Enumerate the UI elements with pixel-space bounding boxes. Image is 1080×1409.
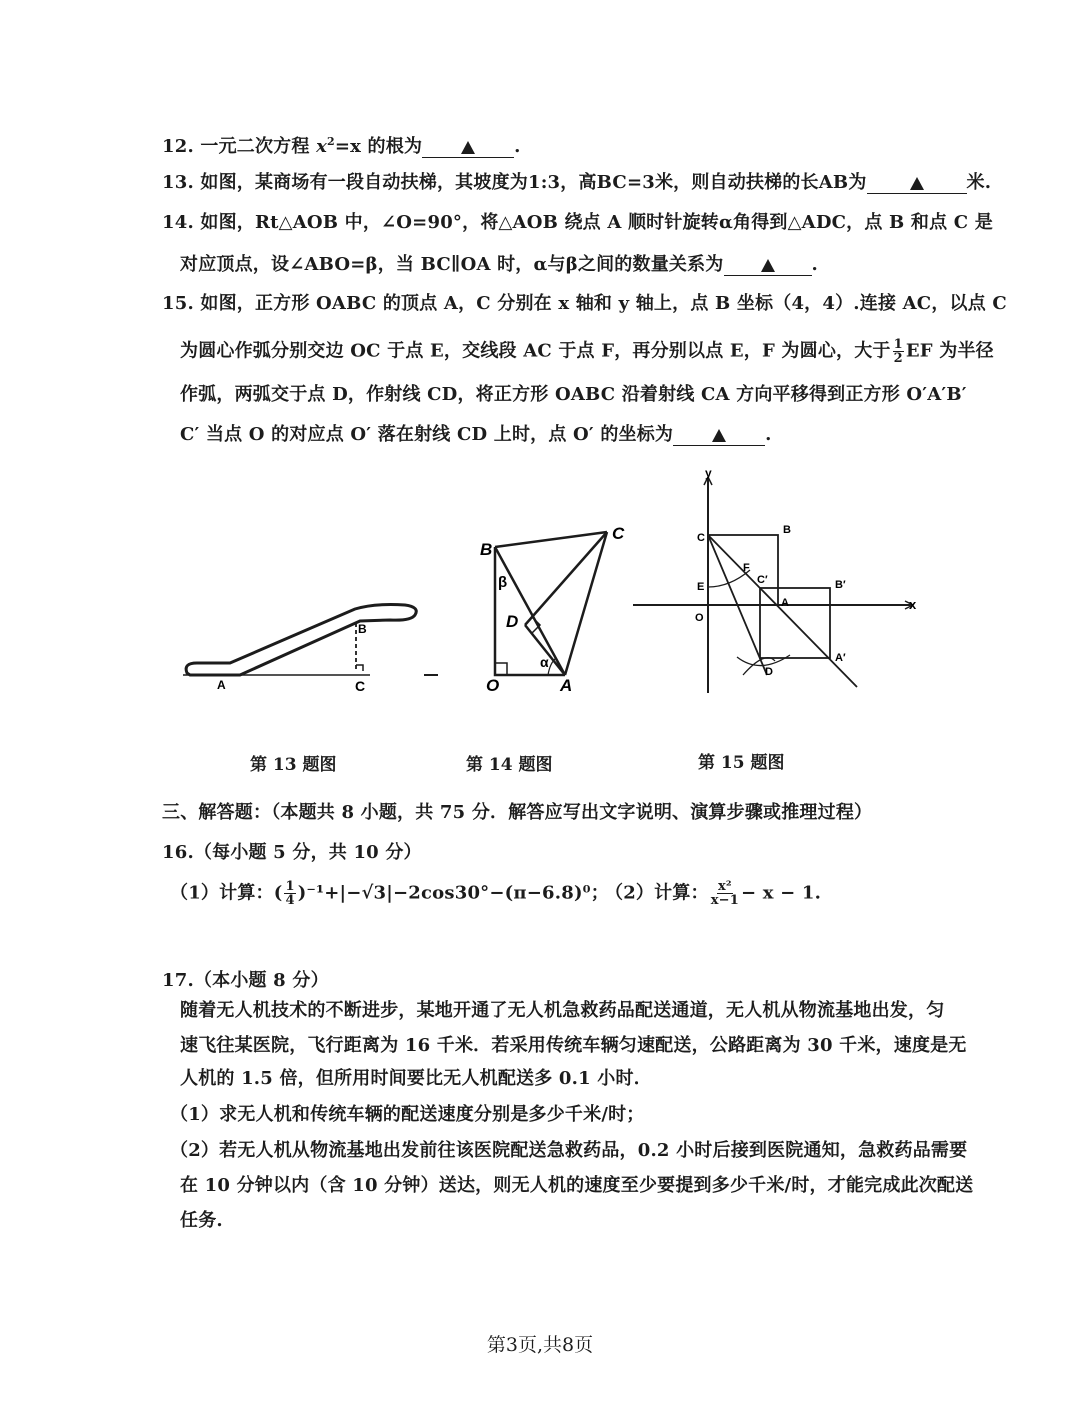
section-3-heading: 三、解答题：（本题共 8 小题，共 75 分．解答应写出文字说明、演算步骤或推理过程） <box>162 802 873 823</box>
label-B-prime: B′ <box>835 579 846 591</box>
label-beta: β <box>498 574 508 591</box>
triangle-mark-icon <box>712 429 726 442</box>
question-14-line1: 14. 如图，Rt△AOB 中，∠O=90°，将△AOB 绕点 A 顺时针旋转α角得到△ADC，点 B 和点 C 是 <box>162 212 993 233</box>
question-17-title: 17.（本小题 8 分） <box>162 970 329 991</box>
question-15-line3: 作弧，两弧交于点 D，作射线 CD，将正方形 OABC 沿着射线 CA 方向平移得到正方形 O′A′B′ <box>180 384 967 405</box>
question-12: 12. 一元二次方程 $x^2=x$ 的根为 . <box>162 135 521 157</box>
label-A: A <box>781 597 789 609</box>
question-16-title: 16.（每小题 5 分，共 10 分） <box>162 842 422 863</box>
answer-blank <box>724 255 812 276</box>
label-B: B <box>783 524 791 536</box>
segment-bc <box>495 532 607 547</box>
label-E: E <box>697 581 705 593</box>
question-17-sub2b: 在 10 分钟以内（含 10 分钟）送达，则无人机的速度至少要提到多少千米/时，才能完成此次配送 <box>180 1175 974 1196</box>
question-14-line2: 对应顶点，设∠ABO=β，当 BC∥OA 时，α与β之间的数量关系为 . <box>180 254 818 275</box>
label-C-prime: C′ <box>757 574 768 586</box>
question-17-para1: 随着无人机技术的不断进步，某地开通了无人机急救药品配送通道，无人机从物流基地出发，匀 <box>180 1000 945 1021</box>
label-O: O <box>695 612 704 624</box>
triangle-mark-icon <box>761 259 775 272</box>
fraction: $\frac{\text{x²}}{x-1}$ <box>710 879 740 908</box>
figure-13-escalator <box>175 595 435 705</box>
right-angle-o <box>495 663 507 675</box>
label-D: D <box>765 666 773 678</box>
label-y: y <box>705 466 712 480</box>
question-15-line1: 15. 如图，正方形 OABC 的顶点 A，C 分别在 x 轴和 y 轴上，点 B 坐标（4，4）.连接 AC，以点 C <box>162 293 1007 314</box>
label-A: A <box>560 676 573 695</box>
label-O: O <box>486 676 500 695</box>
segment-ca <box>565 532 607 675</box>
question-17-sub1: （1）求无人机和传统车辆的配送速度分别是多少千米/时； <box>170 1104 645 1125</box>
label-A: A <box>217 678 226 692</box>
caption-fig15: 第 15 题图 <box>698 753 785 773</box>
label-A-prime: A′ <box>835 652 846 664</box>
figure-15-coordinate <box>625 465 925 700</box>
fraction: $\frac{1}{2}$ <box>893 337 903 366</box>
question-16-part1: （1）计算：( $\frac{1}{4}$ )⁻¹+|−√3|−2cos30°−(π−6.8)⁰； <box>170 879 609 908</box>
label-B: B <box>480 540 493 559</box>
segment-ab <box>495 547 565 675</box>
label-B: B <box>358 622 367 636</box>
question-16-part2: （2）计算： $\frac{\text{x²}}{x-1}$ − x − 1. <box>605 879 822 908</box>
question-13: 13. 如图，某商场有一段自动扶梯，其坡度为1:3，高BC=3米，则自动扶梯的长AB为 米. <box>162 172 992 193</box>
question-17-para3: 人机的 1.5 倍，但所用时间要比无人机配送多 0.1 小时． <box>180 1068 652 1089</box>
question-17-sub2c: 任务. <box>180 1210 223 1231</box>
label-F: F <box>743 562 750 574</box>
label-D: D <box>506 612 519 631</box>
question-15-line2: 为圆心作弧分别交边 OC 于点 E，交线段 AC 于点 F，再分别以点 E，F 为圆心，大于 $\frac{1}{2}$ EF 为半径 <box>180 337 994 366</box>
escalator-outline <box>186 605 416 676</box>
fraction: $\frac{1}{4}$ <box>285 879 295 908</box>
page-number: 第3页,共8页 <box>486 1334 594 1356</box>
answer-blank <box>422 137 514 158</box>
triangle-mark-icon <box>461 141 475 154</box>
dash-mark <box>424 674 438 676</box>
label-C: C <box>612 524 625 543</box>
question-17-sub2a: （2）若无人机从物流基地出发前往该医院配送急救药品，0.2 小时后接到医院通知，急救药品需要 <box>170 1140 968 1161</box>
figure-14-triangles <box>470 515 640 700</box>
label-alpha: α <box>540 654 549 670</box>
question-17-para2: 速飞往某医院，飞行距离为 16 千米．若采用传统车辆匀速配送，公路距离为 30 千米，速度是无 <box>180 1035 967 1056</box>
answer-blank <box>867 173 967 194</box>
right-angle-mark <box>356 665 363 671</box>
caption-fig13: 第 13 题图 <box>250 755 337 775</box>
arc-d1 <box>737 655 790 666</box>
question-15-line4: C′ 当点 O 的对应点 O′ 落在射线 CD 上时，点 O′ 的坐标为 . <box>180 424 772 445</box>
label-x: x <box>909 597 917 612</box>
triangle-mark-icon <box>910 177 924 190</box>
label-C: C <box>697 532 705 544</box>
segment-cd <box>525 532 607 625</box>
label-C: C <box>355 678 366 694</box>
ray-ca <box>708 535 857 687</box>
caption-fig14: 第 14 题图 <box>466 755 553 775</box>
answer-blank <box>673 425 765 446</box>
